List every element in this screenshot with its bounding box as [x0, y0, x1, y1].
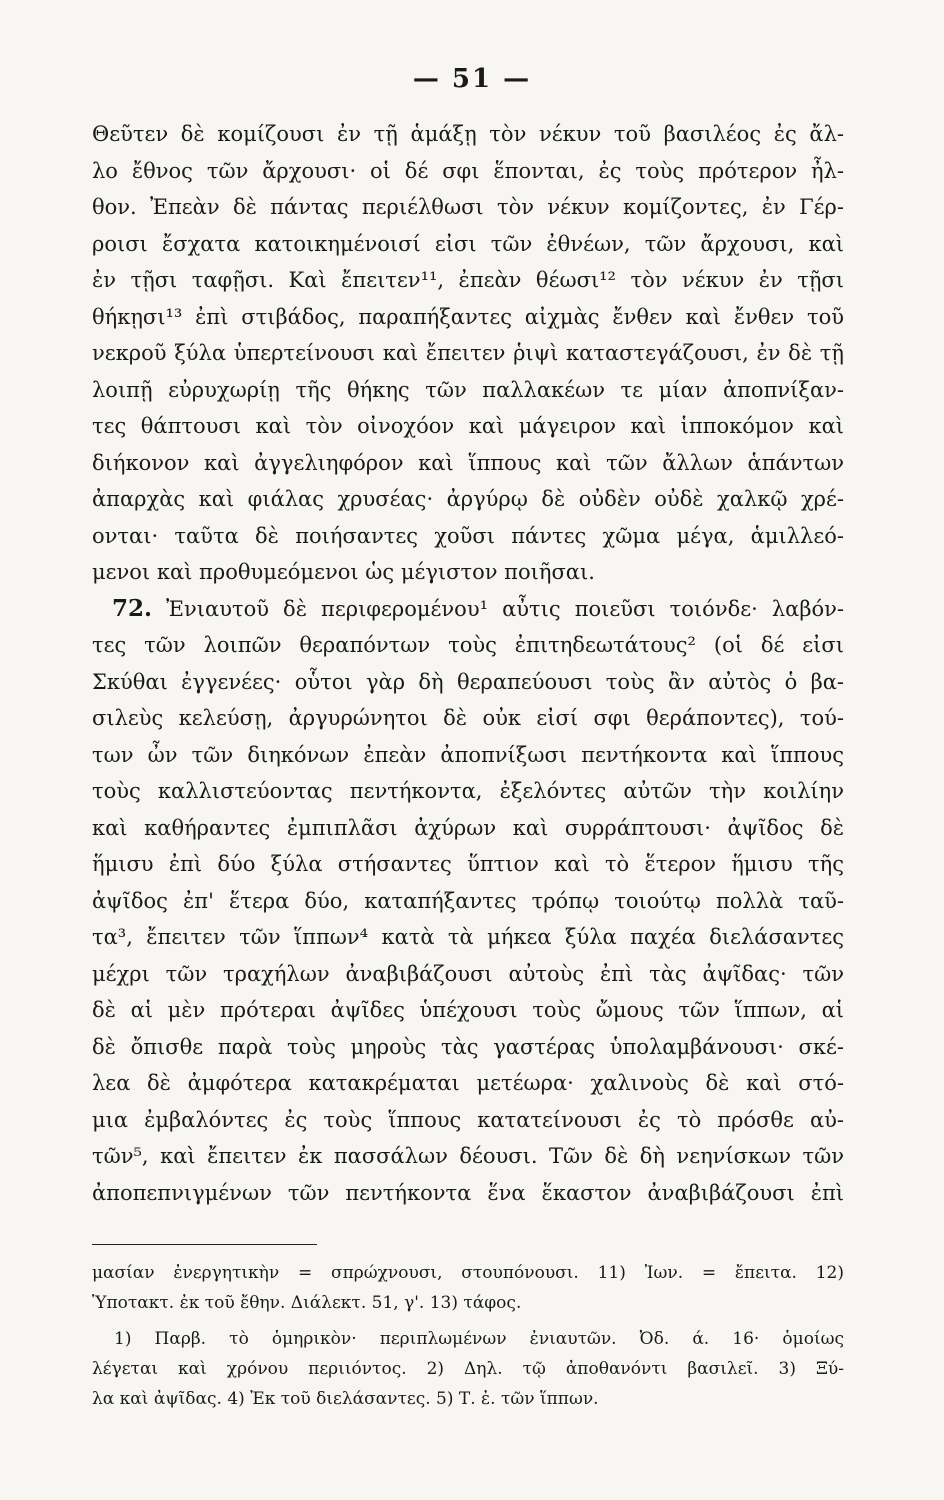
- text-line: τοὺς καλλιστεύοντας πεντήκοντα, ἐξελόντες αὐτῶν τὴν κοιλίην: [92, 779, 844, 803]
- footnotes: [92, 1258, 844, 1414]
- text-line: των ὦν τῶν διηκόνων ἐπεὰν ἀποπνίξωσι πεντήκοντα καὶ ἵππους: [92, 742, 844, 767]
- text-line: ἀπαρχὰς καὶ φιάλας χρυσέας· ἀργύρῳ δὲ οὐδὲν οὐδὲ χαλκῷ χρέ-: [92, 487, 844, 511]
- text-line: Σκύθαι ἐγγενέες· οὗτοι γὰρ δὴ θεραπεύουσι τοὺς ἂν αὐτὸς ὁ βα-: [92, 669, 844, 694]
- text-line: λοιπῇ εὐρυχωρίῃ τῆς θήκης τῶν παλλακέων τε μίαν ἀποπνίξαν-: [92, 377, 844, 402]
- main-text: [92, 116, 844, 1211]
- footnote-line: 1) Παρβ. τὸ ὁμηρικὸν· περιπλωμένων ἐνιαυτῶν. Ὀδ. ά. 16· ὁμοίως: [114, 1329, 844, 1349]
- footnote-divider: [92, 1244, 317, 1245]
- section-opening-text: Ἐνιαυτοῦ δὲ περιφερομένου¹ αὖτις ποιεῦσι τοιόνδε· λαβόν-: [166, 596, 844, 621]
- section-72-first-line: [92, 591, 844, 628]
- text-line: ἐν τῇσι ταφῇσι. Καὶ ἔπειτεν¹¹, ἐπεὰν θέωσι¹² τὸν νέκυν ἐν τῇσι: [92, 268, 844, 292]
- text-line: ἀψῖδος ἐπ' ἕτερα δύο, καταπήξαντες τρόπῳ τοιούτῳ πολλὰ ταῦ-: [92, 888, 844, 913]
- text-line: δὲ ὄπισθε παρὰ τοὺς μηροὺς τὰς γαστέρας ὑπολαμβάνουσι· σκέ-: [92, 1034, 844, 1059]
- text-line: τα³, ἔπειτεν τῶν ἵππων⁴ κατὰ τὰ μήκεα ξύλα παχέα διελάσαντες: [92, 925, 844, 949]
- footnote-line: λέγεται καὶ χρόνου περιιόντος. 2) Δηλ. τῷ ἀποθανόντι βασιλεῖ. 3) Ξύ-: [92, 1359, 844, 1379]
- text-line: μενοι καὶ προθυμεόμενοι ὡς μέγιστον ποιῆσαι.: [92, 560, 595, 584]
- text-line: σιλεὺς κελεύσῃ, ἀργυρώνητοι δὲ οὐκ εἰσί σφι θεράποντες), τού-: [92, 706, 844, 730]
- text-line: λο ἔθνος τῶν ἄρχουσι· οἱ δέ σφι ἕπονται, ἐς τοὺς πρότερον ἦλ-: [92, 158, 844, 183]
- text-line: μια ἐμβαλόντες ἐς τοὺς ἵππους κατατείνουσι ἐς τὸ πρόσθε αὐ-: [92, 1107, 844, 1132]
- text-line: ονται· ταῦτα δὲ ποιήσαντες χοῦσι πάντες χῶμα μέγα, ἁμιλλεό-: [92, 523, 844, 548]
- text-line: διήκονον καὶ ἀγγελιηφόρον καὶ ἵππους καὶ τῶν ἄλλων ἁπάντων: [92, 450, 844, 475]
- text-line: ἥμισυ ἐπὶ δύο ξύλα στήσαντες ὕπτιον καὶ τὸ ἕτερον ἥμισυ τῆς: [92, 852, 844, 876]
- text-line: θον. Ἐπεὰν δὲ πάντας περιέλθωσι τὸν νέκυν κομίζοντες, ἐν Γέρ-: [92, 195, 844, 219]
- text-line: καὶ καθήραντες ἐμπιπλᾶσι ἀχύρων καὶ συρράπτουσι· ἀψῖδος δὲ: [92, 815, 844, 840]
- text-line: Θεῦτεν δὲ κομίζουσι ἐν τῇ ἁμάξῃ τὸν νέκυν τοῦ βασιλέος ἐς ἄλ-: [92, 122, 844, 146]
- page-number: — 51 —: [412, 64, 532, 94]
- text-line: τῶν⁵, καὶ ἔπειτεν ἐκ πασσάλων δέουσι. Τῶν δὲ δὴ νεηνίσκων τῶν: [92, 1144, 844, 1168]
- footnote-line: μασίαν ἐνεργητικὴν = σπρώχνουσι, στουπόνουσι. 11) Ἰων. = ἔπειτα. 12): [92, 1263, 844, 1283]
- text-line: δὲ αἱ μὲν πρότεραι ἀψῖδες ὑπέχουσι τοὺς ὤμους τῶν ἵππων, αἱ: [92, 998, 844, 1022]
- text-line: μέχρι τῶν τραχήλων ἀναβιβάζουσι αὐτοὺς ἐπὶ τὰς ἀψῖδας· τῶν: [92, 961, 844, 986]
- footnote-line: λα καὶ ἀψῖδας. 4) Ἐκ τοῦ διελάσαντες. 5) Τ. ἐ. τῶν ἵππων.: [92, 1389, 599, 1409]
- text-line: θήκῃσι¹³ ἐπὶ στιβάδος, παραπήξαντες αἰχμὰς ἔνθεν καὶ ἔνθεν τοῦ: [92, 304, 844, 329]
- text-line: λεα δὲ ἀμφότερα κατακρέμαται μετέωρα· χαλινοὺς δὲ καὶ στό-: [92, 1071, 844, 1095]
- text-line: τες τῶν λοιπῶν θεραπόντων τοὺς ἐπιτηδεωτάτους² (οἱ δέ εἰσι: [92, 633, 844, 657]
- text-line: τες θάπτουσι καὶ τὸν οἰνοχόον καὶ μάγειρον καὶ ἱπποκόμον καὶ: [92, 414, 844, 438]
- section-number: 72.: [112, 594, 153, 622]
- text-line: νεκροῦ ξύλα ὑπερτείνουσι καὶ ἔπειτεν ῥιψὶ καταστεγάζουσι, ἐν δὲ τῇ: [92, 341, 844, 365]
- footnote-line: Ὑποτακτ. ἐκ τοῦ ἔθην. Διάλεκτ. 51, γ'. 13) τάφος.: [92, 1293, 522, 1313]
- text-line: ροισι ἔσχατα κατοικημένοισί εἰσι τῶν ἐθνέων, τῶν ἄρχουσι, καὶ: [92, 231, 844, 256]
- text-line: ἀποπεπνιγμένων τῶν πεντήκοντα ἕνα ἕκαστον ἀναβιβάζουσι ἐπὶ: [92, 1180, 844, 1205]
